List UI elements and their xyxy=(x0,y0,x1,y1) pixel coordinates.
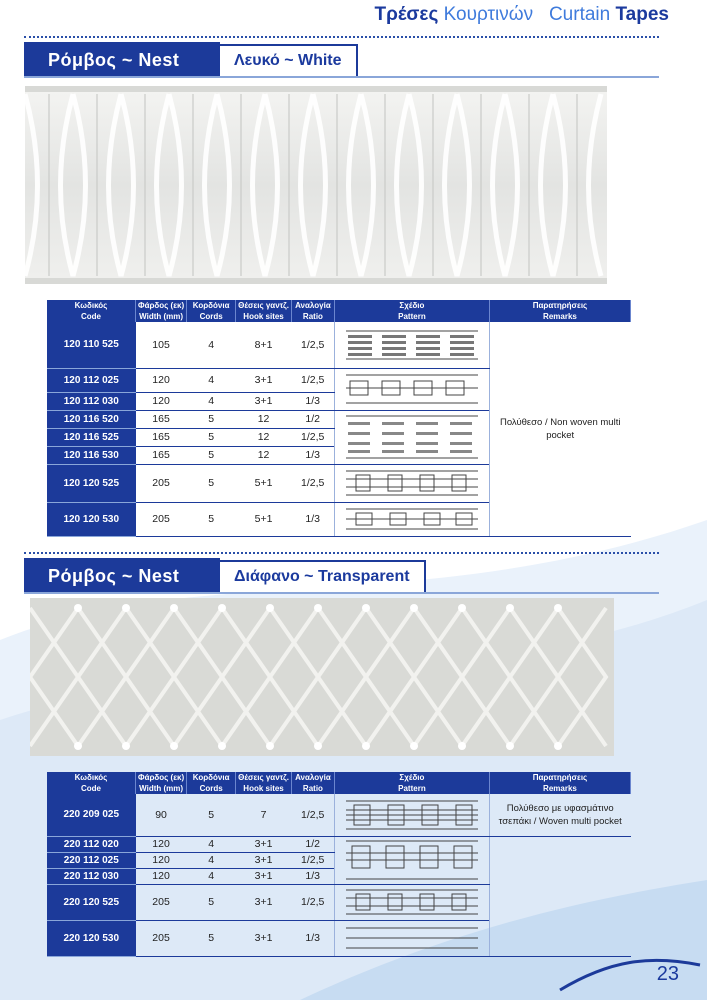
row-width: 205 xyxy=(136,884,187,920)
pattern-diagram-icon xyxy=(342,925,482,951)
row-width: 120 xyxy=(136,836,187,852)
row-ratio: 1/2 xyxy=(291,410,334,428)
row-cords: 5 xyxy=(187,410,236,428)
section1-tape-photo xyxy=(25,86,607,284)
row-ratio: 1/2,5 xyxy=(291,794,334,836)
col-code-en: Code xyxy=(47,311,136,322)
row-cords: 5 xyxy=(187,428,236,446)
col-remarks-gr: Παρατηρήσεις xyxy=(489,772,630,783)
row-hooks: 3+1 xyxy=(236,868,292,884)
row-cords: 5 xyxy=(187,446,236,464)
row-cords: 5 xyxy=(187,884,236,920)
pattern-diagram-icon xyxy=(342,887,482,917)
header-en-light: Curtain xyxy=(548,4,611,25)
row-pattern xyxy=(334,794,489,836)
section2-remarks-empty xyxy=(489,836,630,956)
col-width-gr: Φάρδος (εκ) xyxy=(136,300,187,311)
row-pattern xyxy=(334,920,489,956)
table-header-row-english xyxy=(47,311,631,322)
table-header-row-greek xyxy=(47,772,631,783)
row-code: 220 120 530 xyxy=(47,920,136,956)
page-number: 23 xyxy=(656,963,679,985)
row-ratio: 1/3 xyxy=(291,502,334,536)
row-code: 220 209 025 xyxy=(47,794,136,836)
row-hooks: 3+1 xyxy=(236,392,292,410)
row-ratio: 1/2,5 xyxy=(291,428,334,446)
section2-dotted-rule xyxy=(24,552,659,557)
row-code: 220 112 025 xyxy=(47,852,136,868)
header-greek-bold: Τρέσες xyxy=(374,4,439,25)
col-hooks-gr: Θέσεις γαντζ. xyxy=(236,300,292,311)
row-ratio: 1/3 xyxy=(291,868,334,884)
row-hooks: 3+1 xyxy=(236,884,292,920)
row-ratio: 1/2 xyxy=(291,836,334,852)
row-pattern xyxy=(334,836,489,884)
col-ratio-en: Ratio xyxy=(291,783,334,794)
row-pattern xyxy=(334,322,489,368)
row-hooks: 7 xyxy=(236,794,292,836)
section2-title-bar xyxy=(24,558,659,594)
row-cords: 4 xyxy=(187,836,236,852)
row-pattern xyxy=(334,502,489,536)
section1-remarks: Πολύθεσο / Non woven multi pocket xyxy=(489,322,630,536)
row-width: 205 xyxy=(136,920,187,956)
row-width: 120 xyxy=(136,392,187,410)
row-width: 120 xyxy=(136,368,187,392)
col-ratio-gr: Αναλογία xyxy=(291,300,334,311)
row-width: 105 xyxy=(136,322,187,368)
row-hooks: 3+1 xyxy=(236,836,292,852)
col-pattern-en: Pattern xyxy=(334,783,489,794)
col-pattern-en: Pattern xyxy=(334,311,489,322)
col-pattern-gr: Σχέδιο xyxy=(334,772,489,783)
row-code: 220 120 525 xyxy=(47,884,136,920)
row-width: 120 xyxy=(136,868,187,884)
row-hooks: 8+1 xyxy=(236,322,292,368)
section2-spec-table xyxy=(47,772,631,957)
row-width: 165 xyxy=(136,410,187,428)
table-row xyxy=(47,836,631,852)
row-width: 205 xyxy=(136,502,187,536)
transparent-tape-image xyxy=(30,598,614,756)
col-hooks-gr: Θέσεις γαντζ. xyxy=(236,772,292,783)
pattern-diagram-icon xyxy=(342,412,482,462)
row-width: 120 xyxy=(136,852,187,868)
row-ratio: 1/3 xyxy=(291,446,334,464)
pattern-diagram-icon xyxy=(342,506,482,532)
col-width-en: Width (mm) xyxy=(136,783,187,794)
col-remarks-gr: Παρατηρήσεις xyxy=(489,300,630,311)
row-cords: 5 xyxy=(187,464,236,502)
section1-title-bar xyxy=(24,42,659,78)
row-code: 120 120 530 xyxy=(47,502,136,536)
header-en-bold: Tapes xyxy=(615,4,669,25)
col-pattern-gr: Σχέδιο xyxy=(334,300,489,311)
col-hooks-en: Hook sites xyxy=(236,783,292,794)
pattern-diagram-icon xyxy=(342,798,482,832)
row-code: 220 112 020 xyxy=(47,836,136,852)
row-ratio: 1/2,5 xyxy=(291,322,334,368)
col-remarks-en: Remarks xyxy=(489,783,630,794)
table-header-row-greek xyxy=(47,300,631,311)
row-cords: 4 xyxy=(187,852,236,868)
section1-dotted-rule xyxy=(24,36,659,41)
section1-title-underline xyxy=(24,76,659,78)
row-cords: 5 xyxy=(187,794,236,836)
col-hooks-en: Hook sites xyxy=(236,311,292,322)
row-cords: 5 xyxy=(187,502,236,536)
row-cords: 4 xyxy=(187,322,236,368)
row-cords: 4 xyxy=(187,868,236,884)
section1-title: Ρόμβος ~ Nest xyxy=(24,42,220,78)
row-hooks: 5+1 xyxy=(236,464,292,502)
table-row xyxy=(47,794,631,836)
row-width: 90 xyxy=(136,794,187,836)
row-cords: 4 xyxy=(187,392,236,410)
section2-title-underline xyxy=(24,592,659,594)
col-cords-gr: Κορδόνια xyxy=(187,300,236,311)
col-code-gr: Κωδικός xyxy=(47,772,136,783)
col-ratio-gr: Αναλογία xyxy=(291,772,334,783)
pattern-diagram-icon xyxy=(342,468,482,498)
row-code: 120 112 025 xyxy=(47,368,136,392)
col-cords-en: Cords xyxy=(187,783,236,794)
table-row xyxy=(47,322,631,368)
row-code: 120 112 030 xyxy=(47,392,136,410)
col-width-en: Width (mm) xyxy=(136,311,187,322)
row-code: 120 116 525 xyxy=(47,428,136,446)
row-hooks: 12 xyxy=(236,446,292,464)
col-remarks-en: Remarks xyxy=(489,311,630,322)
row-pattern xyxy=(334,464,489,502)
row-hooks: 3+1 xyxy=(236,368,292,392)
table-header-row-english xyxy=(47,783,631,794)
col-code-en: Code xyxy=(47,783,136,794)
row-pattern xyxy=(334,368,489,410)
row-cords: 4 xyxy=(187,368,236,392)
row-code: 120 116 520 xyxy=(47,410,136,428)
row-hooks: 3+1 xyxy=(236,852,292,868)
row-pattern xyxy=(334,410,489,464)
row-ratio: 1/2,5 xyxy=(291,884,334,920)
pattern-diagram-icon xyxy=(342,371,482,407)
col-ratio-en: Ratio xyxy=(291,311,334,322)
row-code: 120 110 525 xyxy=(47,322,136,368)
row-hooks: 3+1 xyxy=(236,920,292,956)
pattern-diagram-icon xyxy=(342,327,482,363)
row-hooks: 12 xyxy=(236,428,292,446)
row-width: 205 xyxy=(136,464,187,502)
row-ratio: 1/2,5 xyxy=(291,464,334,502)
row-ratio: 1/3 xyxy=(291,392,334,410)
row-ratio: 1/3 xyxy=(291,920,334,956)
col-code-gr: Κωδικός xyxy=(47,300,136,311)
row-cords: 5 xyxy=(187,920,236,956)
row-ratio: 1/2,5 xyxy=(291,852,334,868)
white-tape-image xyxy=(25,86,607,284)
col-cords-en: Cords xyxy=(187,311,236,322)
pattern-diagram-icon xyxy=(342,838,482,882)
section1-subtitle: Λευκό ~ White xyxy=(220,44,358,78)
page-header xyxy=(375,4,670,26)
section2-remarks: Πολύθεσο με υφασμάτινο τσεπάκι / Woven multi pocket xyxy=(489,794,630,836)
col-cords-gr: Κορδόνια xyxy=(187,772,236,783)
row-width: 165 xyxy=(136,428,187,446)
row-code: 120 116 530 xyxy=(47,446,136,464)
row-width: 165 xyxy=(136,446,187,464)
section1-spec-table xyxy=(47,300,631,537)
section2-title: Ρόμβος ~ Nest xyxy=(24,558,220,594)
row-hooks: 5+1 xyxy=(236,502,292,536)
header-greek-light: Κουρτινών xyxy=(443,4,534,25)
row-ratio: 1/2,5 xyxy=(291,368,334,392)
section2-tape-photo xyxy=(30,598,614,756)
section2-subtitle: Διάφανο ~ Transparent xyxy=(220,560,426,594)
row-code: 220 112 030 xyxy=(47,868,136,884)
row-hooks: 12 xyxy=(236,410,292,428)
row-code: 120 120 525 xyxy=(47,464,136,502)
row-pattern xyxy=(334,884,489,920)
col-width-gr: Φάρδος (εκ) xyxy=(136,772,187,783)
